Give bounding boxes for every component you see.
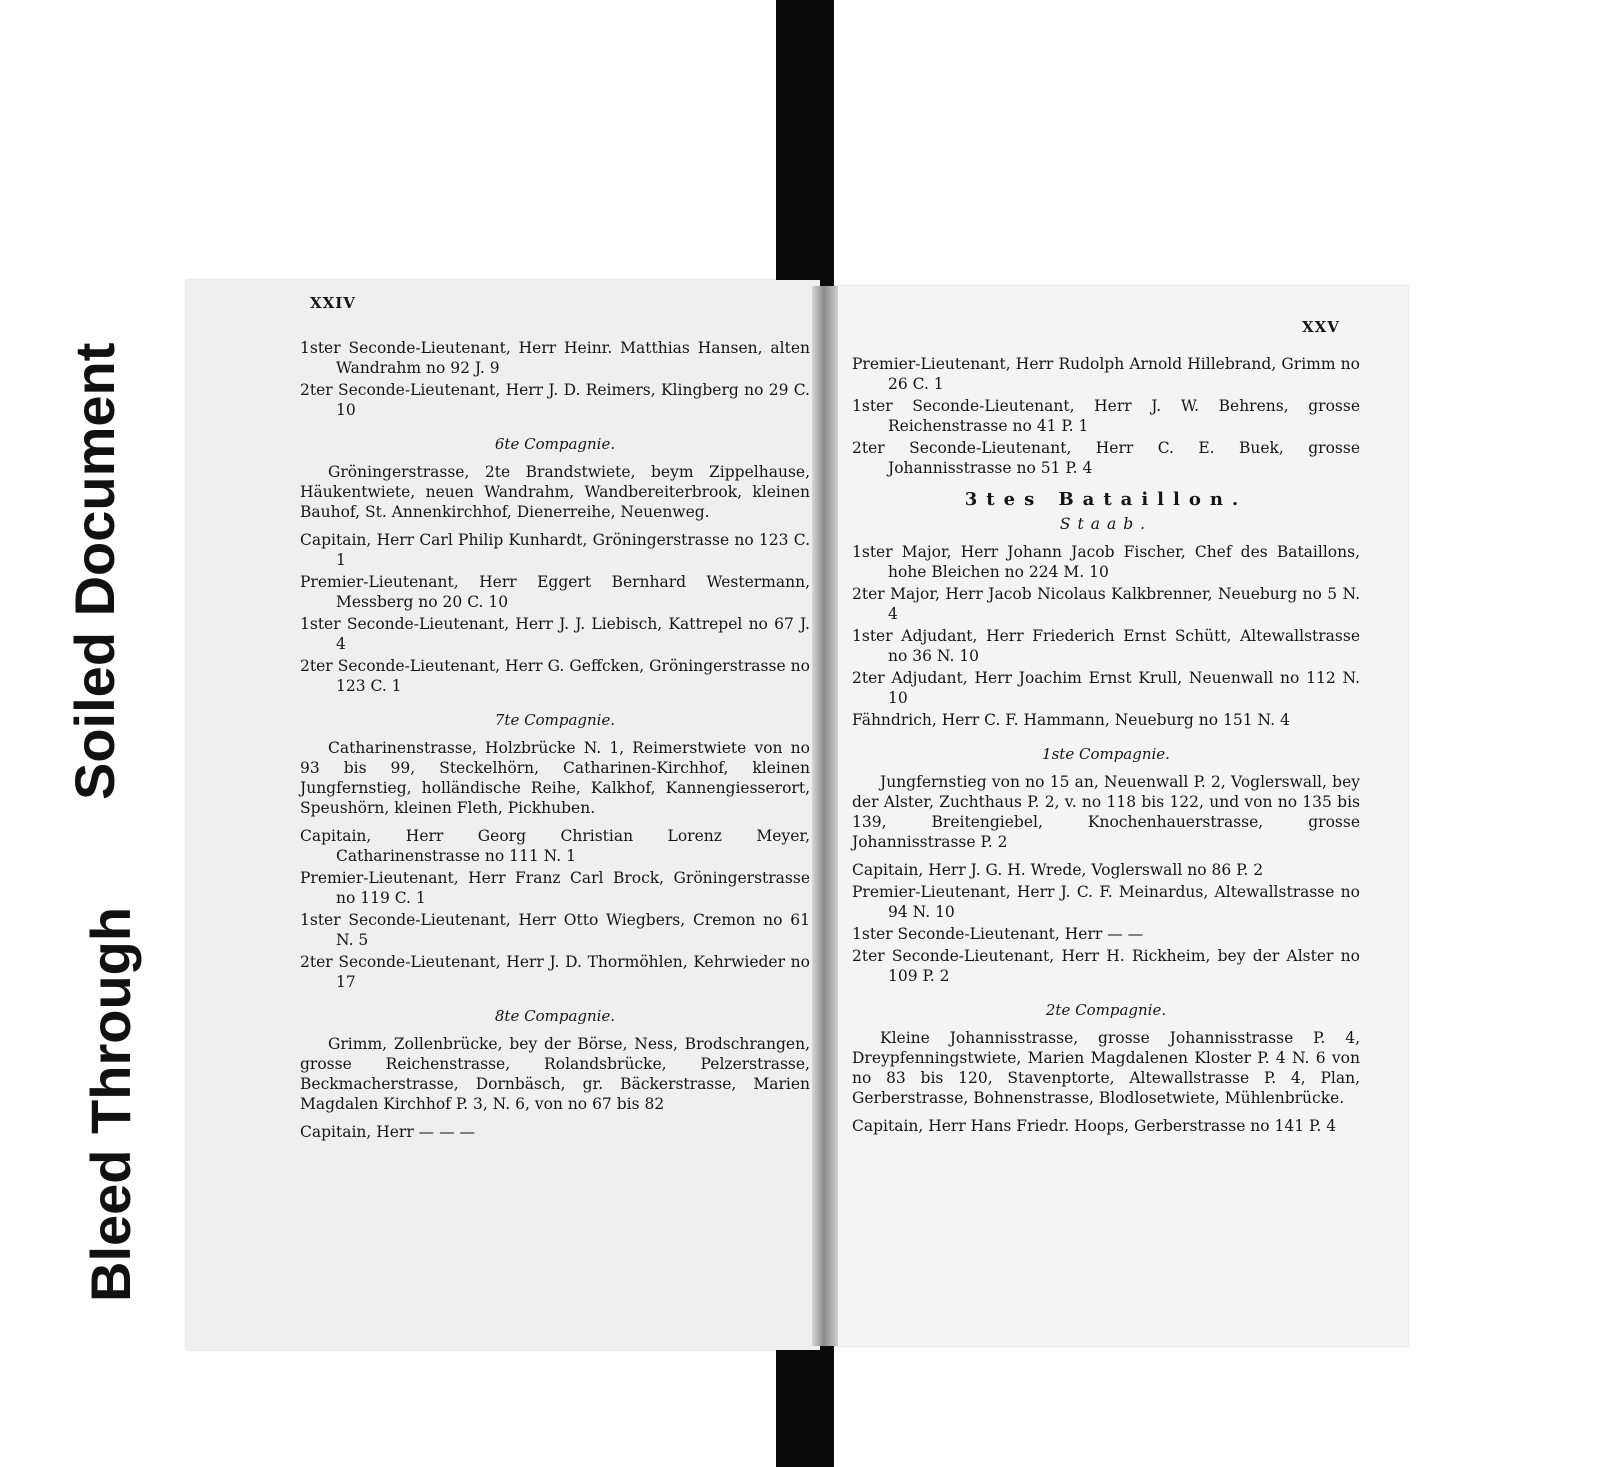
company-heading: 1ste Compagnie. [1042, 745, 1170, 763]
officer-entry: 2ter Adjudant, Herr Joachim Ernst Krull, Neuenwall no 112 N. 10 [852, 669, 1360, 707]
bleed-through-stamp: Bleed Through [79, 906, 142, 1302]
battalion-heading: 3tes Bataillon. [964, 489, 1248, 510]
officer-entry: 2ter Major, Herr Jacob Nicolaus Kalkbrenner, Neueburg no 5 N. 4 [852, 585, 1360, 623]
right-page-text [852, 308, 1360, 1138]
right-page-number: XXV [1302, 318, 1340, 336]
company-streets: Kleine Johannisstrasse, grosse Johannisstrasse P. 4, Dreypfenningstwiete, Marien Magdalenen Kloster P. 4 N. 6 von no 83 bis 120, Stavenptorte, Altewallstrasse P. 4, Plan, Gerberstrasse, Bohnenstrasse, Blodlosetwiete, Mühlenbrücke. [852, 1029, 1360, 1107]
officer-entry: Capitain, Herr Georg Christian Lorenz Meyer, Catharinenstrasse no 111 N. 1 [300, 827, 810, 865]
officer-entry: 1ster Seconde-Lieutenant, Herr J. W. Behrens, grosse Reichenstrasse no 41 P. 1 [852, 397, 1360, 435]
officer-entry: 1ster Major, Herr Johann Jacob Fischer, Chef des Bataillons, hohe Bleichen no 224 M. 10 [852, 543, 1360, 581]
company-heading: 8te Compagnie. [494, 1007, 616, 1025]
officer-entry: 1ster Seconde-Lieutenant, Herr — — [852, 925, 1144, 943]
officer-entry: Capitain, Herr J. G. H. Wrede, Voglerswall no 86 P. 2 [852, 861, 1264, 879]
officer-entry: Premier-Lieutenant, Herr Rudolph Arnold Hillebrand, Grimm no 26 C. 1 [852, 355, 1360, 393]
company-streets: Jungfernstieg von no 15 an, Neuenwall P. 2, Voglerswall, bey der Alster, Zuchthaus P. 2, v. no 118 bis 122, und von no 135 bis 139, Breitengiebel, Knochenhauerstrasse, grosse Johannisstrasse P. 2 [852, 773, 1360, 851]
book-gutter [812, 286, 838, 1346]
officer-entry: 2ter Seconde-Lieutenant, Herr G. Geffcken, Gröningerstrasse no 123 C. 1 [300, 657, 810, 695]
officer-entry: 1ster Seconde-Lieutenant, Herr Heinr. Matthias Hansen, alten Wandrahm no 92 J. 9 [300, 339, 810, 377]
officer-entry: 2ter Seconde-Lieutenant, Herr H. Rickheim, bey der Alster no 109 P. 2 [852, 947, 1360, 985]
officer-entry: Fähndrich, Herr C. F. Hammann, Neueburg no 151 N. 4 [852, 711, 1290, 729]
officer-entry: 1ster Seconde-Lieutenant, Herr J. J. Liebisch, Kattrepel no 67 J. 4 [300, 615, 810, 653]
binding-strip-bottom [776, 1338, 834, 1467]
company-streets: Catharinenstrasse, Holzbrücke N. 1, Reimerstwiete von no 93 bis 99, Steckelhörn, Catharinen-Kirchhof, kleinen Jungfernstieg, holländische Reihe, Kalkhof, Kannengiesserort, Speushörn, kleinen Fleth, Pickhuben. [300, 739, 810, 817]
officer-entry: 2ter Seconde-Lieutenant, Herr J. D. Thormöhlen, Kehrwieder no 17 [300, 953, 810, 991]
officer-entry: 1ster Adjudant, Herr Friederich Ernst Schütt, Altewallstrasse no 36 N. 10 [852, 627, 1360, 665]
officer-entry: Capitain, Herr Carl Philip Kunhardt, Gröningerstrasse no 123 C. 1 [300, 531, 810, 569]
left-page-text [300, 292, 810, 1144]
officer-entry: Capitain, Herr — — — [300, 1123, 476, 1141]
staff-heading: Staab. [1059, 515, 1153, 533]
officer-entry: 1ster Seconde-Lieutenant, Herr Otto Wiegbers, Cremon no 61 N. 5 [300, 911, 810, 949]
company-streets: Gröningerstrasse, 2te Brandstwiete, beym Zippelhause, Häukentwiete, neuen Wandrahm, Wandbereiterbrook, kleinen Bauhof, St. Annenkirchhof, Dienerreihe, Neuenweg. [300, 463, 810, 521]
company-heading: 2te Compagnie. [1045, 1001, 1167, 1019]
left-page-number: XXIV [310, 294, 356, 312]
officer-entry: Premier-Lieutenant, Herr Franz Carl Brock, Gröningerstrasse no 119 C. 1 [300, 869, 810, 907]
soiled-document-stamp: Soiled Document [63, 342, 126, 800]
company-heading: 7te Compagnie. [494, 711, 616, 729]
officer-entry: Premier-Lieutenant, Herr Eggert Bernhard Westermann, Messberg no 20 C. 10 [300, 573, 810, 611]
officer-entry: Premier-Lieutenant, Herr J. C. F. Meinardus, Altewallstrasse no 94 N. 10 [852, 883, 1360, 921]
officer-entry: 2ter Seconde-Lieutenant, Herr J. D. Reimers, Klingberg no 29 C. 10 [300, 381, 810, 419]
officer-entry: Capitain, Herr Hans Friedr. Hoops, Gerberstrasse no 141 P. 4 [852, 1117, 1337, 1135]
company-heading: 6te Compagnie. [494, 435, 616, 453]
binding-strip-top [776, 0, 834, 290]
officer-entry: 2ter Seconde-Lieutenant, Herr C. E. Buek, grosse Johannisstrasse no 51 P. 4 [852, 439, 1360, 477]
company-streets: Grimm, Zollenbrücke, bey der Börse, Ness, Brodschrangen, grosse Reichenstrasse, Rolandsbrücke, Pelzerstrasse, Beckmacherstrasse, Dornbäsch, gr. Bäckerstrasse, Marien Magdalen Kirchhof P. 3, N. 6, von no 67 bis 82 [300, 1035, 810, 1113]
